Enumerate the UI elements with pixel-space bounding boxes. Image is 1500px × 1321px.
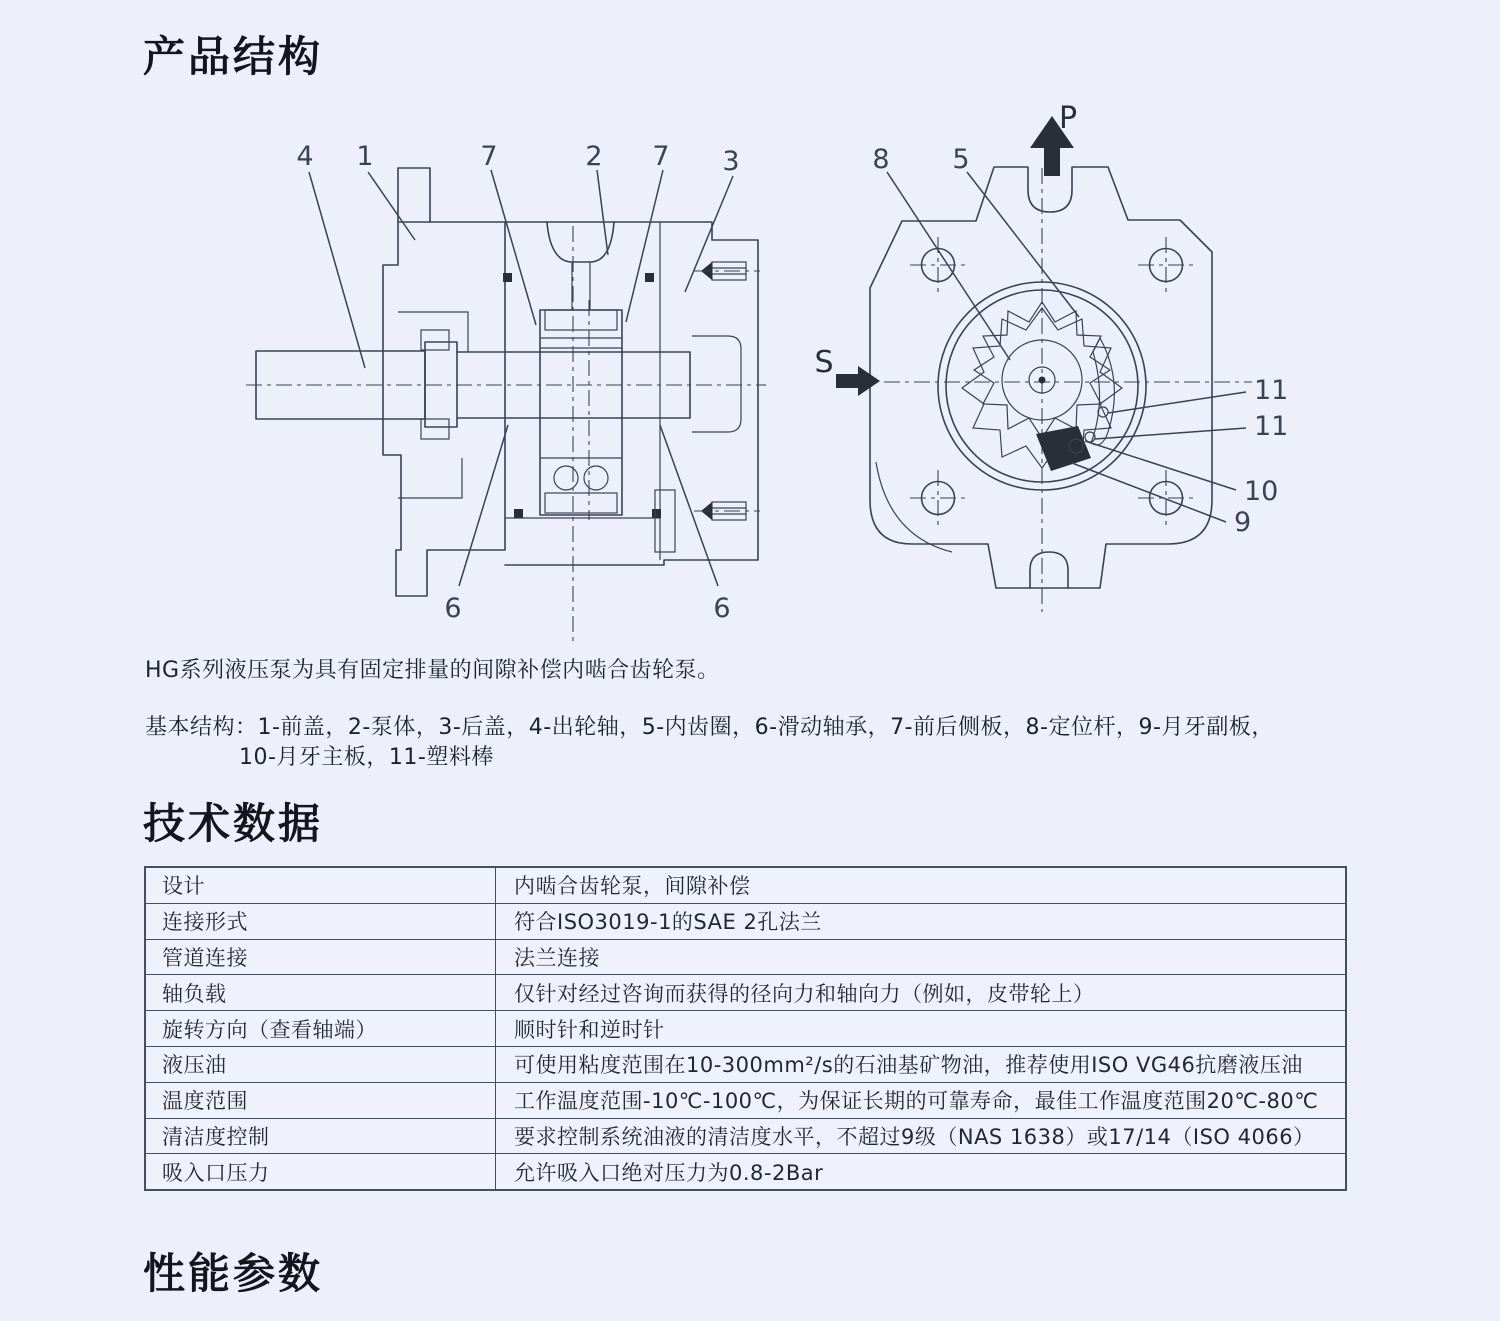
spec-value: 允许吸入口绝对压力为0.8-2Bar [495,1154,1345,1189]
basic-structure-paragraph [145,713,1274,773]
spec-label: 轴负载 [162,981,227,1006]
leader-6a [459,425,508,586]
page-title-tech-data: 技术数据 [143,799,324,848]
spec-label: 吸入口压力 [162,1160,270,1185]
funnel-throat [572,262,590,310]
leader-9 [1072,463,1226,522]
leader-11a [1108,392,1246,413]
table-row [146,1046,1345,1082]
basic-structure-line2: 10-月牙主板，11-塑料棒 [239,745,494,770]
oring-seal [652,509,661,518]
spec-label: 管道连接 [162,945,248,970]
pump-technical-diagrams [0,85,1500,660]
spec-label: 清洁度控制 [162,1124,270,1149]
callout-7b: 7 [652,141,670,172]
section-view-drawing [246,141,766,645]
spec-label: 液压油 [162,1053,227,1078]
port-label-s: S [814,345,834,380]
table-row [146,1082,1345,1118]
rear-bolt-top [694,262,760,280]
front-cover-outline [383,222,505,596]
callout-8: 8 [872,144,890,175]
rear-bolt-bottom [694,502,760,520]
spec-value: 符合ISO3019-1的SAE 2孔法兰 [495,904,1345,939]
oring-seal [503,273,512,282]
table-row [146,903,1345,939]
callout-9: 9 [1234,507,1252,538]
suction-arrow-icon [836,366,880,396]
spec-value: 工作温度范围-10℃-100℃，为保证长期的可靠寿命，最佳工作温度范围20℃-80℃ [495,1083,1345,1118]
basic-structure-line1: 基本结构：1-前盖，2-泵体，3-后盖，4-出轮轴，5-内齿圈，6-滑动轴承，7-前后侧板，8-定位杆，9-月牙副板， [145,715,1274,740]
callout-3: 3 [722,146,740,177]
callout-6b: 6 [713,593,731,624]
leader-7a [491,170,536,325]
bearing-bottom [545,493,617,513]
callout-5: 5 [952,144,970,175]
callout-2: 2 [585,141,603,172]
bottom-notch [1030,552,1068,588]
spec-label: 旋转方向（查看轴端） [162,1017,377,1042]
table-row [146,974,1345,1010]
leader-11b [1095,428,1246,439]
spec-value: 要求控制系统油液的清洁度水平，不超过9级（NAS 1638）或17/14（ISO 4066） [495,1119,1345,1154]
bearing-ball [554,466,578,490]
leader-5 [967,172,1079,317]
spec-label: 连接形式 [162,910,248,935]
page-title-performance: 性能参数 [143,1249,324,1298]
bearing-ball [584,466,608,490]
spec-value: 顺时针和逆时针 [495,1011,1345,1046]
table-row [146,939,1345,975]
leader-7b [626,170,663,322]
bolt-hole-top-right [1138,237,1194,293]
table-row [146,1118,1345,1154]
callout-4: 4 [296,141,314,172]
bolt-hole-top-left [910,237,966,293]
page-title-product-structure: 产品结构 [143,32,324,81]
gear-column [540,310,622,515]
oring-seal [514,509,523,518]
spec-value: 仅针对经过咨询而获得的径向力和轴向力（例如，皮带轮上） [495,975,1345,1010]
callout-10: 10 [1244,476,1279,507]
leader-1 [368,172,415,240]
bearing-top [545,310,617,330]
leader-2 [597,170,608,255]
packing-section [655,490,675,552]
callout-1: 1 [356,141,374,172]
callout-11a: 11 [1254,375,1289,406]
spec-label: 温度范围 [162,1089,248,1114]
front-cover-tab [398,168,430,222]
spec-label: 设计 [162,874,205,899]
rear-bearing-pocket [692,336,741,432]
callout-7a: 7 [480,141,498,172]
tech-data-table [144,866,1347,1191]
bolt-hole-bottom-right [1138,470,1194,526]
leader-8 [887,172,1010,360]
callout-11b: 11 [1254,411,1289,442]
table-row [146,1153,1345,1189]
intro-paragraph: HG系列液压泵为具有固定排量的间隙补偿内啮合齿轮泵。 [145,658,720,683]
spec-value: 法兰连接 [495,940,1345,975]
table-row [146,868,1345,903]
pinion-center [1039,377,1046,384]
bearing-races [540,338,622,458]
spec-value: 内啮合齿轮泵，间隙补偿 [495,868,1345,903]
table-row [146,1010,1345,1046]
bolt-hole-bottom-left [910,470,966,526]
port-label-p: P [1058,101,1078,136]
front-view-drawing [814,101,1288,612]
spec-value: 可使用粘度范围在10-300mm²/s的石油基矿物油，推荐使用ISO VG46抗磨液压油 [495,1047,1345,1082]
callout-6a: 6 [444,593,462,624]
leader-4 [309,172,365,368]
plastic-rod-a [1098,407,1108,417]
oring-seal [645,273,654,282]
